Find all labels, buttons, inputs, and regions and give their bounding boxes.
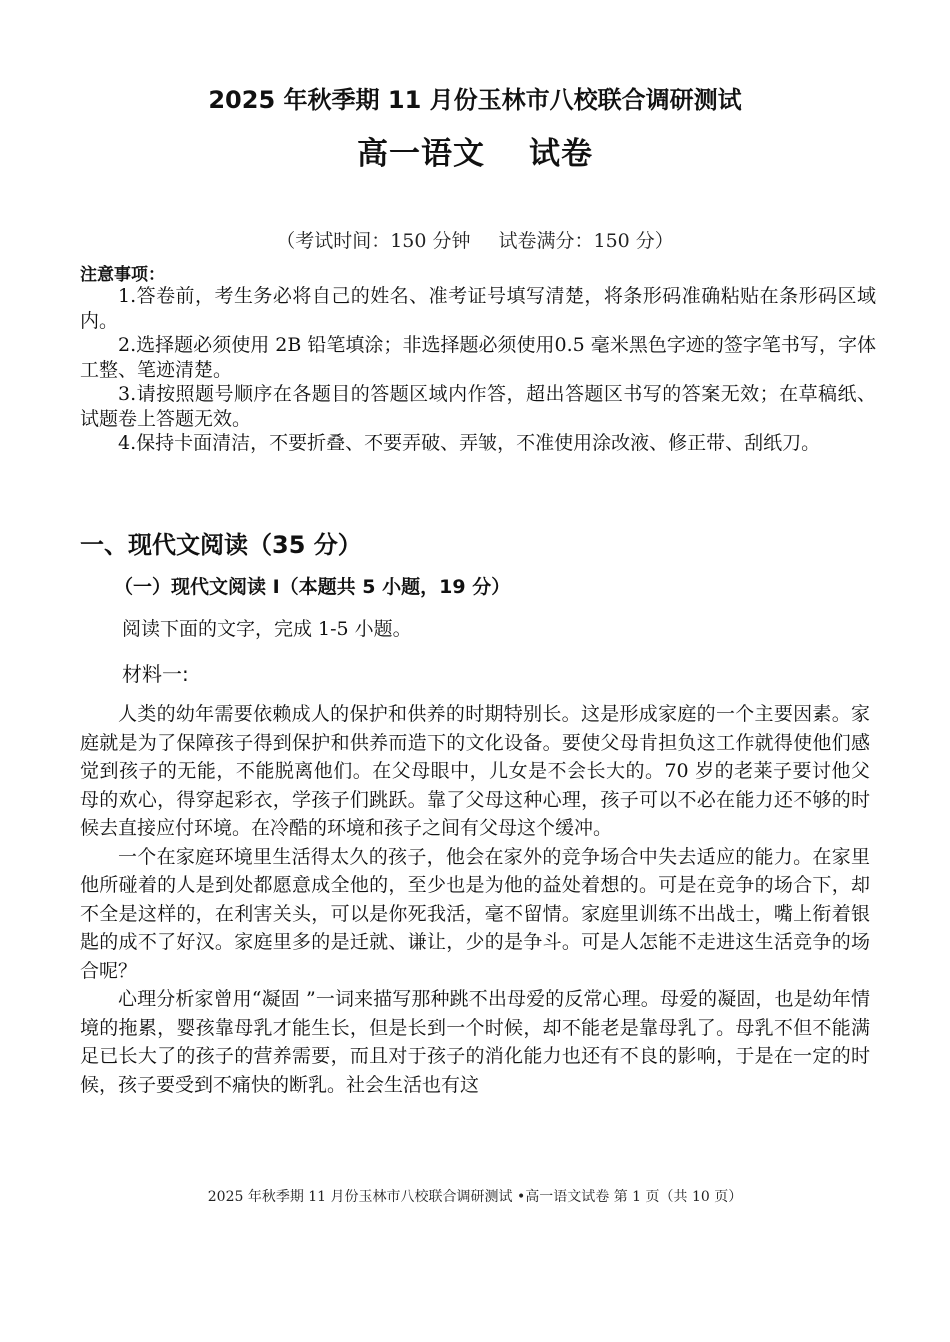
notice-item: 2.选择题必须使用 2B 铅笔填涂；非选择题必须使用0.5 毫米黑色字迹的签字笔书写，字体工整、笔迹清楚。 (80, 334, 876, 381)
exam-title: 2025 年秋季期 11 月份玉林市八校联合调研测试 (208, 86, 742, 114)
paragraph: 人类的幼年需要依赖成人的保护和供养的时期特别长。这是形成家庭的一个主要因素。家庭就是为了保障孩子得到保护和供养而造下的文化设备。要使父母肯担负这工作就得使他们感觉到孩子的无能，不能脱离他们。在父母眼中，儿女是不会长大的。70 岁的老莱子要讨他父母的欢心，得穿起彩衣，学孩子们跳跃。靠了父母这种心理，孩子可以不必在能力还不够的时候去直接应付环境。在冷酷的环境和孩子之间有父母这个缓冲。 (80, 703, 870, 839)
paper-label: 试卷 (529, 136, 593, 172)
exam-info (0, 226, 950, 253)
subsection-heading: （一）现代文阅读 Ⅰ（本题共 5 小题，19 分） (114, 576, 511, 598)
paragraph: 心理分析家曾用“凝固 ”一词来描写那种跳不出母爱的反常心理。母爱的凝固，也是幼年情境的拖累，婴孩靠母乳才能生长，但是长到一个时候，却不能老是靠母乳了。母乳不但不能满足已长大了的孩子的营养需要，而且对于孩子的消化能力也还有不良的影响，于是在一定的时候，孩子要受到不痛快的断乳。社会生活也有这 (80, 988, 870, 1096)
notice-list (80, 284, 876, 456)
notice-item: 4.保持卡面清洁，不要折叠、不要弄破、弄皱，不准使用涂改液、修正带、刮纸刀。 (118, 432, 821, 454)
section-heading: 一、现代文阅读（35 分） (80, 531, 362, 559)
subject-title: 高一语文 (357, 136, 485, 172)
notice-item: 1.答卷前，考生务必将自己的姓名、准考证号填写清楚，将条形码准确粘贴在条形码区域内。 (80, 285, 876, 332)
material-label: 材料一: (122, 662, 189, 686)
exam-time: （考试时间：150 分钟 (276, 230, 471, 252)
paper-title (0, 128, 950, 173)
notice-heading: 注意事项： (80, 265, 165, 285)
paragraph: 一个在家庭环境里生活得太久的孩子，他会在家外的竞争场合中失去适应的能力。在家里他所碰着的人是到处都愿意成全他的，至少也是为他的益处着想的。可是在竞争的场合下，却不全是这样的，在利害关头，可以是你死我活，毫不留情。家庭里训练不出战士，嘴上衔着银匙的成不了好汉。家庭里多的是迁就、谦让，少的是争斗。可是人怎能不走进这生活竞争的场合呢？ (80, 845, 870, 982)
page-footer: 2025 年秋季期 11 月份玉林市八校联合调研测试 •高一语文试卷 第 1 页（共 10 页） (207, 1189, 743, 1205)
notice-item: 3.请按照题号顺序在各题目的答题区域内作答，超出答题区书写的答案无效；在草稿纸、试题卷上答题无效。 (80, 383, 876, 430)
material-text (80, 700, 870, 1099)
exam-score: 试卷满分：150 分） (498, 230, 674, 252)
reading-instruction: 阅读下面的文字，完成 1-5 小题。 (122, 618, 412, 640)
